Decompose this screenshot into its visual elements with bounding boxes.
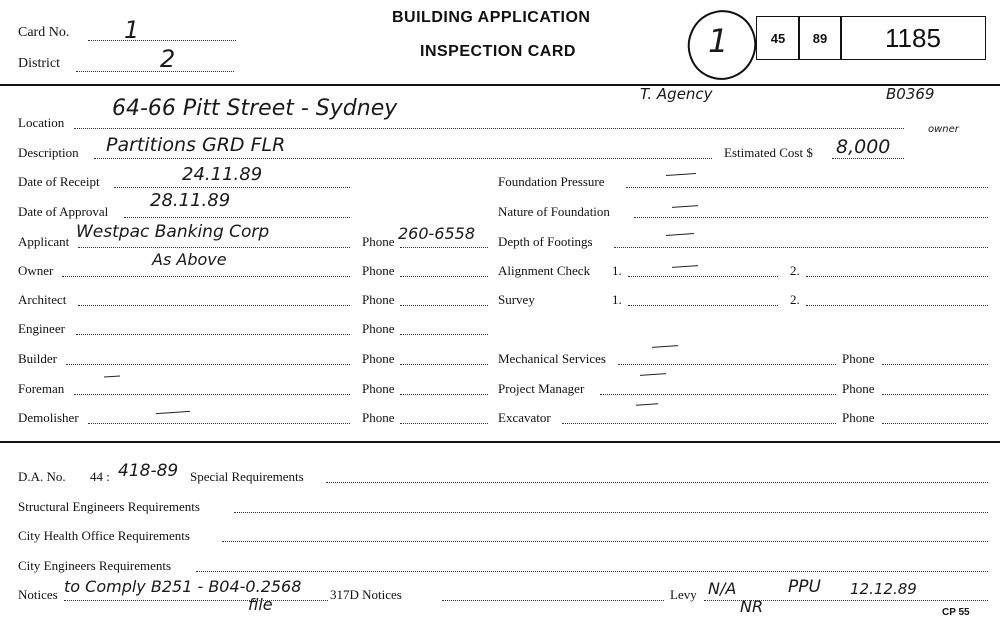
owner-line (62, 276, 350, 277)
ref-box-1: 45 (756, 16, 800, 60)
foreman-phone-line (400, 394, 488, 395)
demolisher-line (88, 423, 350, 424)
excavator-phone-line (882, 423, 988, 424)
excavator-label: Excavator (498, 410, 551, 425)
district-value: 2 (160, 45, 176, 73)
nature-foundation-line (634, 217, 988, 218)
project-manager-line (600, 394, 836, 395)
foreman-dash (104, 375, 120, 377)
form-title-line1: BUILDING APPLICATION (392, 9, 591, 26)
nature-foundation-label: Nature of Foundation (498, 204, 610, 219)
foundation-pressure-line (626, 187, 988, 188)
depth-footings-dash (666, 233, 694, 236)
mechanical-dash (652, 345, 678, 348)
ref-box-2: 89 (798, 16, 842, 60)
form-code: CP 55 (942, 607, 970, 618)
health-line (222, 541, 988, 542)
notices-value: to Comply B251 - B04-0.2568 (64, 577, 302, 596)
estimated-cost-label: Estimated Cost $ (724, 145, 813, 160)
description-value: Partitions GRD FLR (106, 134, 286, 156)
depth-footings-label: Depth of Footings (498, 234, 593, 249)
da-no-value: 418-89 (118, 461, 179, 481)
demolisher-phone-line (400, 423, 488, 424)
description-label: Description (18, 145, 79, 160)
form-title-line2: INSPECTION CARD (420, 43, 576, 60)
foreman-phone-label: Phone (362, 381, 395, 396)
engineer-line (76, 334, 350, 335)
alignment-check-2-line (806, 276, 988, 277)
architect-phone-line (400, 305, 488, 306)
architect-label: Architect (18, 292, 67, 307)
demolisher-phone-label: Phone (362, 410, 395, 425)
special-req-line (326, 482, 988, 483)
structural-line (234, 512, 988, 513)
circled-mark-value: 1 (708, 22, 729, 60)
estimated-cost-line (832, 158, 904, 159)
architect-phone-label: Phone (362, 292, 395, 307)
nature-foundation-dash (672, 205, 698, 208)
location-label: Location (18, 115, 65, 130)
survey-1-label: 1. (612, 292, 622, 307)
survey-1-line (628, 305, 778, 306)
mechanical-label: Mechanical Services (498, 351, 606, 366)
owner-phone-label: Phone (362, 263, 395, 278)
applicant-line (78, 247, 350, 248)
corner-note: owner (928, 124, 959, 135)
mechanical-phone-label: Phone (842, 351, 875, 366)
foundation-pressure-dash (666, 173, 696, 176)
city-eng-label: City Engineers Requirements (18, 558, 172, 573)
date-approval-label: Date of Approval (18, 204, 109, 219)
owner-phone-line (400, 276, 488, 277)
architect-line (78, 305, 350, 306)
survey-2-label: 2. (790, 292, 800, 307)
special-req-label: Special Requirements (190, 469, 304, 484)
applicant-phone-line (400, 247, 488, 248)
da-no-prefix: 44 : (90, 469, 110, 484)
builder-phone-line (400, 364, 488, 365)
survey-label: Survey (498, 292, 535, 307)
levy-value: N/A (708, 579, 737, 598)
project-manager-phone-line (882, 394, 988, 395)
date-receipt-label: Date of Receipt (18, 174, 100, 189)
builder-line (66, 364, 350, 365)
file-note: file (248, 595, 273, 614)
levy-value2: NR (740, 597, 764, 616)
date-receipt-value: 24.11.89 (182, 164, 263, 185)
owner-label: Owner (18, 263, 54, 278)
notices-label: Notices (18, 587, 58, 602)
location-value: 64-66 Pitt Street - Sydney (112, 96, 398, 121)
date-receipt-line (114, 187, 350, 188)
structural-label: Structural Engineers Requirements (18, 499, 200, 514)
levy-label: Levy (670, 587, 697, 602)
ref-box-3: 1185 (840, 16, 986, 60)
mechanical-line (618, 364, 836, 365)
alignment-check-1-label: 1. (612, 263, 622, 278)
ref-note: B0369 (886, 85, 935, 103)
date-approval-value: 28.11.89 (150, 190, 231, 211)
applicant-phone-label: Phone (362, 234, 395, 249)
applicant-label: Applicant (18, 234, 70, 249)
location-line (74, 128, 904, 129)
mechanical-phone-line (882, 364, 988, 365)
alignment-check-1-line (628, 276, 778, 277)
agency-note: T. Agency (640, 85, 713, 103)
applicant-phone-value: 260-6558 (398, 224, 476, 243)
foreman-line (74, 394, 350, 395)
notices-317d-line (442, 600, 664, 601)
engineer-label: Engineer (18, 321, 65, 336)
notices-line (64, 600, 328, 601)
description-line (94, 158, 712, 159)
engineer-phone-line (400, 334, 488, 335)
excavator-line (562, 423, 836, 424)
owner-value: As Above (152, 250, 227, 269)
ppu-date: 12.12.89 (850, 580, 917, 598)
header-rule (0, 84, 1000, 86)
alignment-check-label: Alignment Check (498, 263, 591, 278)
excavator-phone-label: Phone (842, 410, 875, 425)
survey-2-line (806, 305, 988, 306)
depth-footings-line (614, 247, 988, 248)
applicant-value: Westpac Banking Corp (76, 222, 270, 242)
excavator-dash (636, 403, 658, 406)
card-no-line (88, 40, 236, 41)
da-no-label: D.A. No. (18, 469, 66, 484)
project-manager-label: Project Manager (498, 381, 585, 396)
project-manager-dash (640, 373, 666, 376)
card-no-label: Card No. (18, 25, 70, 40)
district-label: District (18, 56, 60, 71)
card-no-value: 1 (124, 16, 140, 44)
foreman-label: Foreman (18, 381, 65, 396)
alignment-check-dash (672, 265, 698, 268)
foundation-pressure-label: Foundation Pressure (498, 174, 605, 189)
builder-phone-label: Phone (362, 351, 395, 366)
engineer-phone-label: Phone (362, 321, 395, 336)
estimated-cost-value: 8,000 (836, 136, 891, 158)
alignment-check-2-label: 2. (790, 263, 800, 278)
demolisher-label: Demolisher (18, 410, 79, 425)
notices-317d-label: 317D Notices (330, 587, 402, 602)
middle-rule (0, 441, 1000, 443)
demolisher-dash (156, 411, 190, 414)
ppu-note: PPU (788, 577, 821, 597)
project-manager-phone-label: Phone (842, 381, 875, 396)
date-approval-line (124, 217, 350, 218)
builder-label: Builder (18, 351, 57, 366)
health-label: City Health Office Requirements (18, 528, 190, 543)
city-eng-line (196, 571, 988, 572)
district-line (76, 71, 234, 72)
